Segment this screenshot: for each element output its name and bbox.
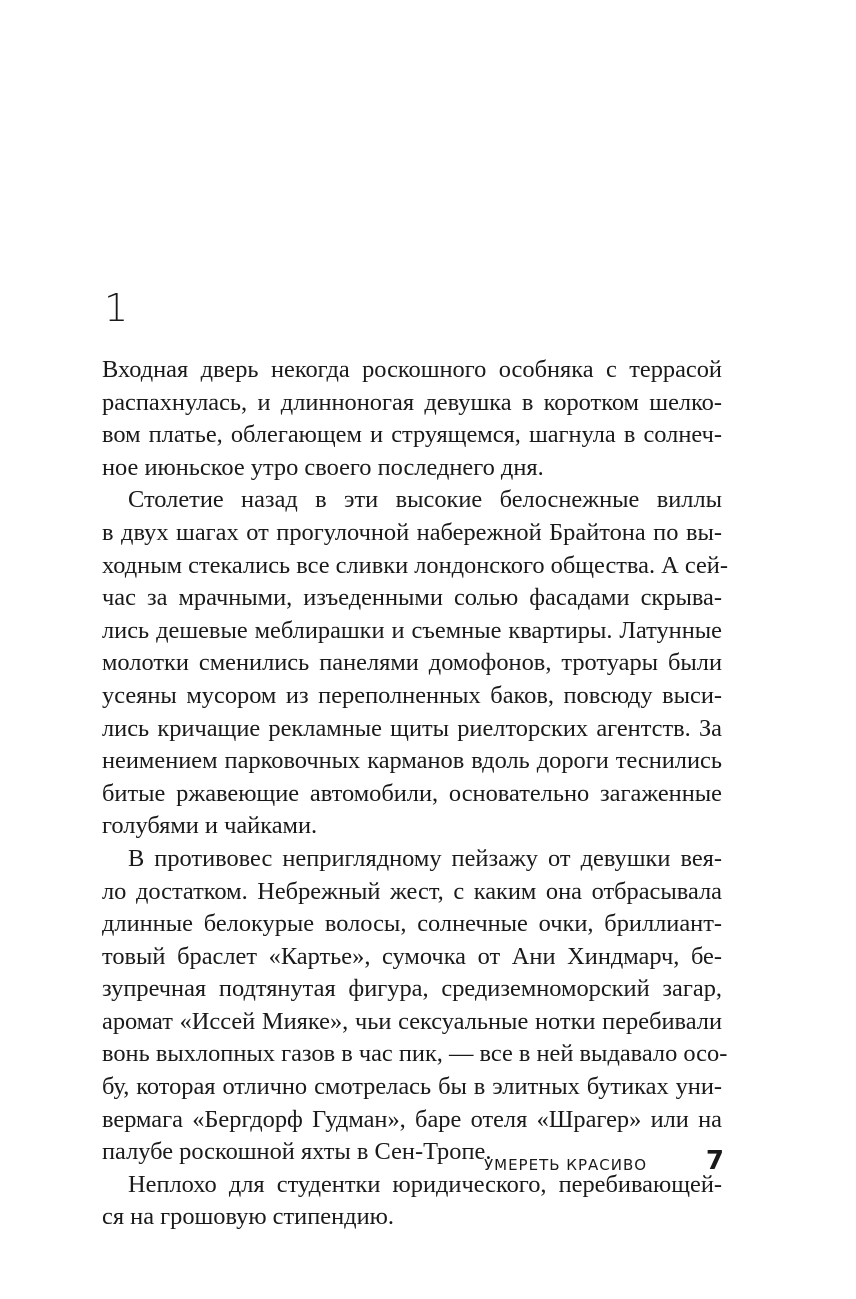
paragraph-3 bbox=[102, 843, 728, 1169]
text-line: ное июньское утро своего последнего дня. bbox=[102, 453, 544, 481]
text-line: усеяны мусором из переполненных баков, повсюду выси- bbox=[102, 681, 722, 709]
paragraph-1 bbox=[102, 354, 722, 484]
text-line: аромат «Иссей Мияке», чьи сексуальные нотки перебивали bbox=[102, 1007, 722, 1035]
page-number: 7 bbox=[705, 1146, 724, 1176]
text-line: вом платье, облегающем и струящемся, шагнула в солнеч- bbox=[102, 421, 722, 449]
running-title: УМЕРЕТЬ КРАСИВО bbox=[484, 1156, 648, 1174]
text-line: Входная дверь некогда роскошного особняка с террасой bbox=[102, 356, 722, 383]
text-line: ло достатком. Небрежный жест, с каким она отбрасывала bbox=[102, 877, 722, 905]
chapter-body bbox=[102, 354, 728, 1234]
text-line: битые ржавеющие автомобили, основательно загаженные bbox=[102, 779, 722, 807]
text-line: вермага «Бергдорф Гудман», баре отеля «Шрагер» или на bbox=[102, 1105, 722, 1133]
text-line: В противовес неприглядному пейзажу от девушки вея- bbox=[128, 844, 722, 872]
text-line: товый браслет «Картье», сумочка от Ани Хиндмарч, бе- bbox=[102, 942, 722, 970]
text-line: лись кричащие рекламные щиты риелторских агентств. За bbox=[102, 714, 722, 742]
text-line: распахнулась, и длинноногая девушка в коротком шелко- bbox=[102, 388, 722, 416]
text-line: ходным стекались все сливки лондонского общества. А сей- bbox=[102, 551, 728, 579]
text-line: ся на грошовую стипендию. bbox=[102, 1203, 394, 1231]
text-line: в двух шагах от прогулочной набережной Брайтона по вы- bbox=[102, 518, 722, 546]
text-line: Столетие назад в эти высокие белоснежные виллы bbox=[128, 486, 722, 514]
text-line: лись дешевые меблирашки и съемные квартиры. Латунные bbox=[102, 616, 722, 644]
text-line: Неплохо для студентки юридического, перебивающей- bbox=[128, 1170, 722, 1198]
text-line: голубями и чайками. bbox=[102, 812, 318, 840]
running-footer bbox=[484, 1146, 724, 1176]
chapter-number: 1 bbox=[104, 286, 129, 330]
text-line: вонь выхлопных газов в час пик, — все в ней выдавало осо- bbox=[102, 1040, 728, 1068]
paragraph-2 bbox=[102, 484, 728, 843]
text-line: час за мрачными, изъеденными солью фасадами скрыва- bbox=[102, 584, 722, 612]
text-line: длинные белокурые волосы, солнечные очки, бриллиант- bbox=[102, 910, 722, 938]
text-line: бу, которая отлично смотрелась бы в элитных бутиках уни- bbox=[102, 1073, 722, 1101]
text-line: неимением парковочных карманов вдоль дороги теснились bbox=[102, 747, 722, 775]
text-line: зупречная подтянутая фигура, средиземноморский загар, bbox=[102, 975, 722, 1003]
text-line: молотки сменились панелями домофонов, тротуары были bbox=[102, 649, 722, 677]
paragraph-4 bbox=[102, 1169, 722, 1234]
text-line: палубе роскошной яхты в Сен-Тропе. bbox=[102, 1138, 492, 1166]
